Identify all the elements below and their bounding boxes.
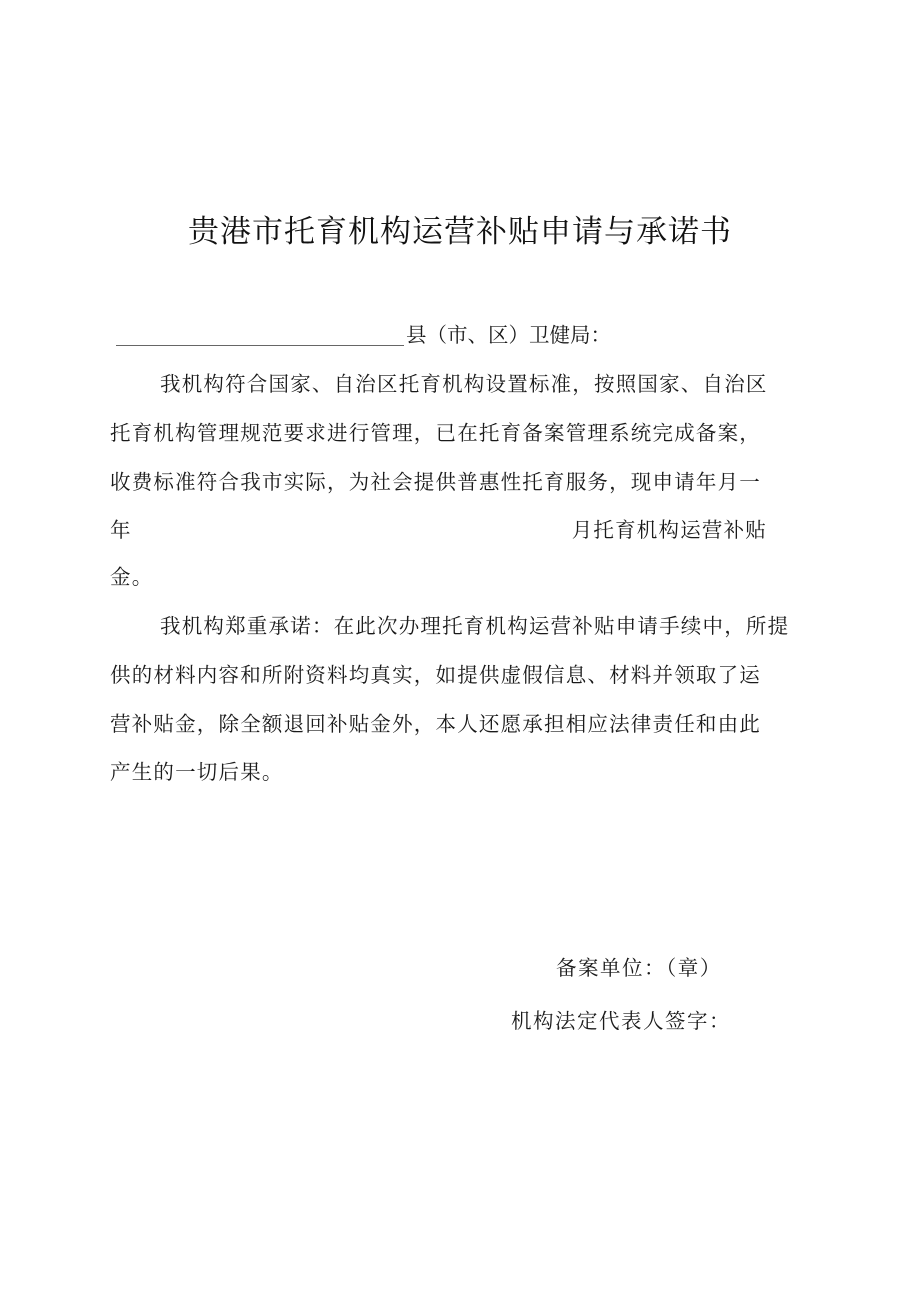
paragraph1-line5: 金。 — [110, 565, 154, 589]
paragraph1-line4 — [110, 515, 810, 545]
year-label: 年 — [110, 518, 132, 542]
addressee-line — [116, 320, 816, 350]
paragraph2-line1: 我机构郑重承诺：在此次办理托育机构运营补贴申请手续中，所提 — [160, 614, 790, 638]
addressee-text: 县（市、区）卫健局： — [406, 323, 611, 347]
paragraph1-line3: 收费标准符合我市实际，为社会提供普惠性托育服务，现申请年月一 — [110, 470, 761, 494]
paragraph1-line2: 托育机构管理规范要求进行管理，已在托育备案管理系统完成备案， — [110, 421, 761, 445]
filing-unit-seal: 备案单位：（章） — [556, 956, 722, 980]
county-blank — [116, 323, 404, 346]
legal-representative-signature: 机构法定代表人签字： — [511, 1009, 731, 1033]
paragraph2-line2: 供的材料内容和所附资料均真实，如提供虚假信息、材料并领取了运 — [110, 663, 761, 687]
paragraph2-line4: 产生的一切后果。 — [110, 760, 284, 784]
paragraph2-line3: 营补贴金，除全额退回补贴金外，本人还愿承担相应法律责任和由此 — [110, 712, 761, 736]
document-title: 贵港市托育机构运营补贴申请与承诺书 — [188, 214, 732, 250]
month-subsidy-label: 月托育机构运营补贴 — [571, 518, 768, 542]
paragraph1-line1: 我机构符合国家、自治区托育机构设置标准，按照国家、自治区 — [160, 372, 768, 396]
